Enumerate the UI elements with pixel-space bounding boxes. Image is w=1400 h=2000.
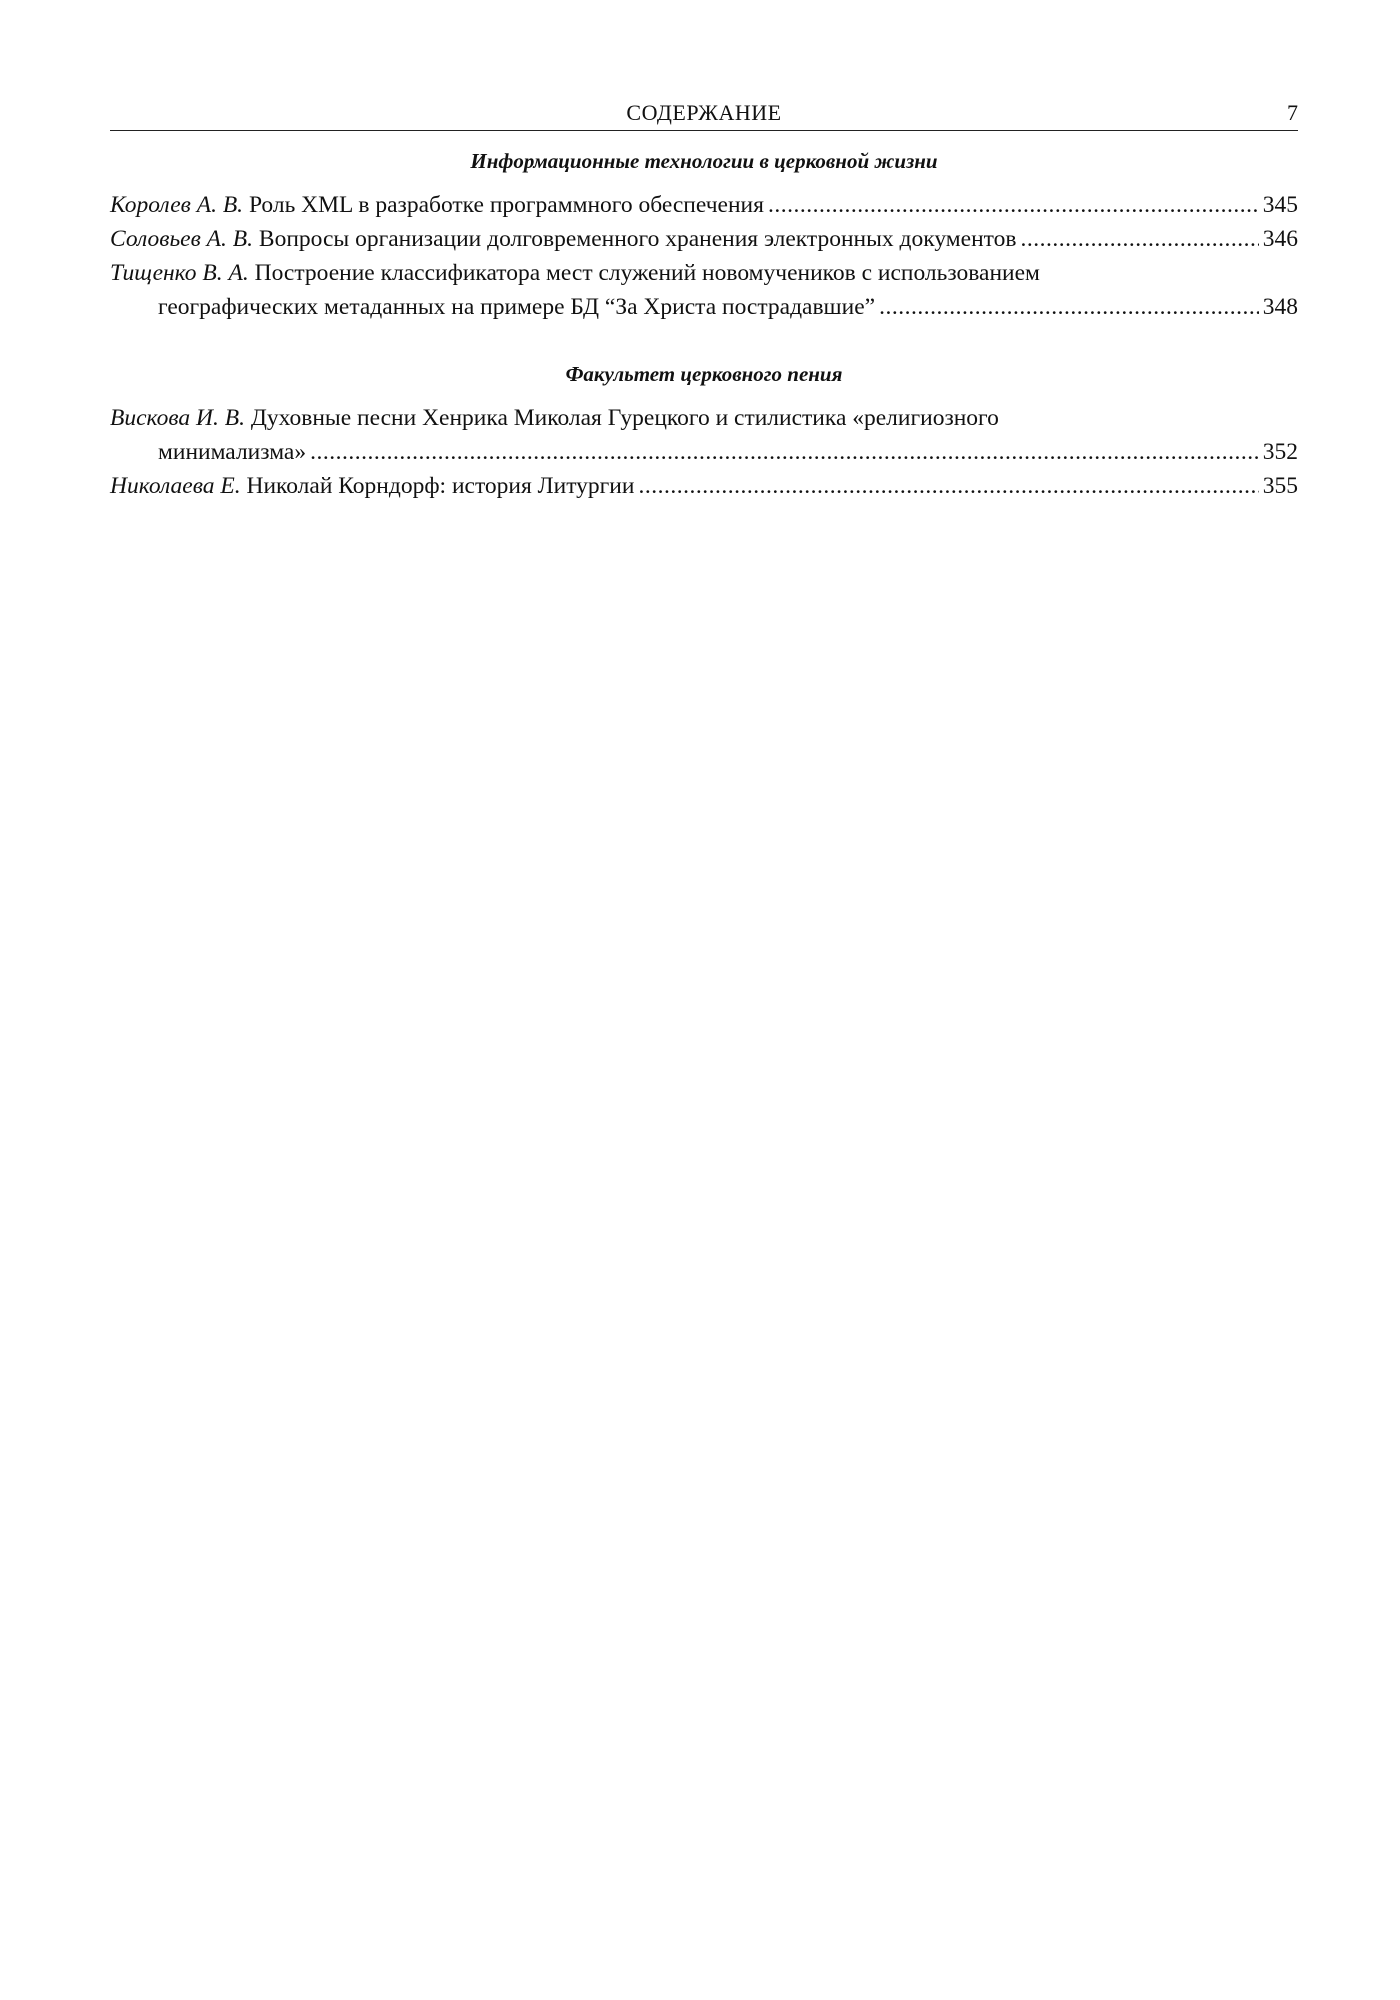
entry-title: Построение классификатора мест служений новомучеников с использованием: [254, 260, 1040, 286]
entry-author: Николаева Е.: [110, 473, 241, 499]
entry-author: Соловьев А. В.: [110, 226, 254, 252]
dot-leader: [879, 290, 1259, 324]
dot-leader: [310, 435, 1259, 469]
toc-entry[interactable]: [110, 256, 1298, 324]
entry-page: 352: [1262, 439, 1298, 465]
page-number: 7: [1287, 100, 1298, 125]
toc-section: [110, 362, 1298, 503]
toc-entry[interactable]: [110, 188, 1298, 222]
dot-leader: [638, 469, 1258, 503]
section-title: Информационные технологии в церковной жизни: [470, 149, 938, 173]
entry-title: Духовные песни Хенрика Миколая Гурецкого и стилистика «религиозного: [250, 405, 999, 431]
dot-leader: [768, 188, 1259, 222]
entry-page: 345: [1262, 192, 1298, 218]
entry-title: Николай Корндорф: история Литургии: [246, 473, 635, 499]
entry-page: 355: [1262, 473, 1298, 499]
entry-title: Вопросы организации долговременного хранения электронных документов: [258, 226, 1017, 252]
section-title: Факультет церковного пения: [565, 362, 843, 386]
toc-section: [110, 149, 1298, 324]
entry-title-continued: географических метаданных на примере БД “За Христа пострадавшие”: [158, 294, 876, 320]
entry-page: 346: [1262, 226, 1298, 252]
entry-author: Тищенко В. А.: [110, 260, 249, 286]
entry-page: 348: [1262, 294, 1298, 320]
entry-author: Королев А. В.: [110, 192, 244, 218]
entry-title-continued: минимализма»: [158, 439, 307, 465]
running-title: СОДЕРЖАНИЕ: [626, 100, 782, 125]
dot-leader: [1020, 222, 1258, 256]
entry-title: Роль XML в разработке программного обеспечения: [248, 192, 764, 218]
toc-entry[interactable]: [110, 469, 1298, 503]
toc-entry[interactable]: [110, 222, 1298, 256]
toc-entry[interactable]: [110, 401, 1298, 469]
running-header: [110, 96, 1298, 131]
toc-page: [110, 96, 1298, 503]
entry-author: Вискова И. В.: [110, 405, 245, 431]
